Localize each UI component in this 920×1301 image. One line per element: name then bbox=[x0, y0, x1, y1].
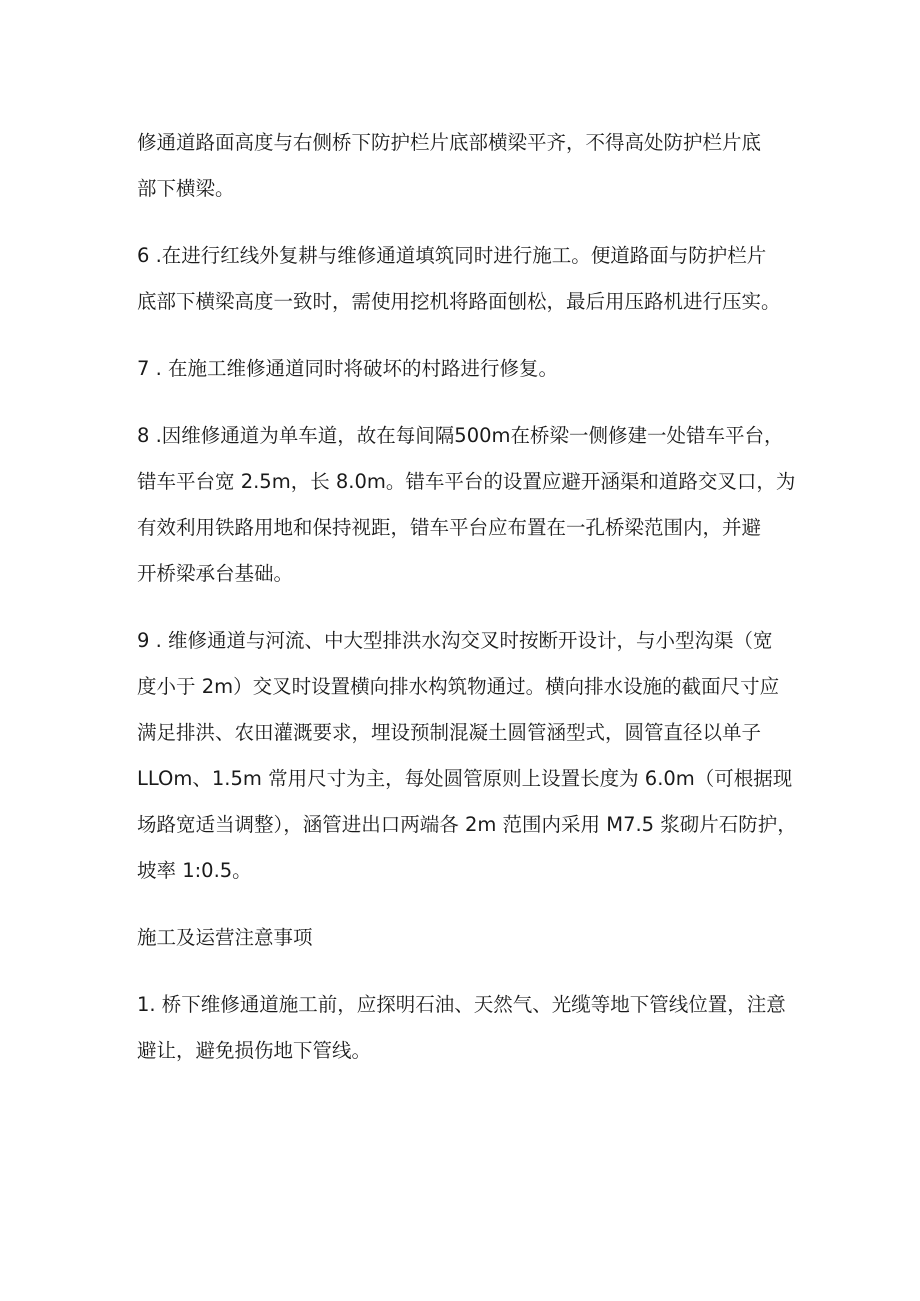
text-line: 9 . 维修通道与河流、中大型排洪水沟交叉时按断开设计，与小型沟渠（宽 bbox=[137, 629, 773, 652]
paragraph-item-9 bbox=[137, 618, 797, 894]
text-line: 开桥梁承台基础。 bbox=[137, 562, 294, 585]
text-line: 避让，避免损伤地下管线。 bbox=[137, 1039, 372, 1062]
text-line: 坡率 1:0.5。 bbox=[137, 859, 252, 882]
document-body bbox=[137, 120, 797, 1074]
heading-text: 施工及运营注意事项 bbox=[137, 926, 313, 949]
paragraph-1 bbox=[137, 120, 797, 212]
paragraph-item-8 bbox=[137, 413, 797, 597]
paragraph-item-7 bbox=[137, 346, 797, 392]
text-line: 度小于 2m）交叉时设置横向排水构筑物通过。横向排水设施的截面尺寸应 bbox=[137, 675, 780, 698]
paragraph-item-6 bbox=[137, 233, 797, 325]
text-line: 7 . 在施工维修通道同时将破坏的村路进行修复。 bbox=[137, 357, 559, 380]
text-line: 有效利用铁路用地和保持视距，错车平台应布置在一孔桥梁范围内，并避 bbox=[137, 516, 762, 539]
text-line: 底部下横梁高度一致时，需使用挖机将路面刨松，最后用压路机进行压实。 bbox=[137, 290, 781, 313]
text-line: 部下横梁。 bbox=[137, 177, 235, 200]
text-line: 8 .因维修通道为单车道，故在每间隔500m在桥梁一侧修建一处错车平台， bbox=[137, 424, 784, 447]
text-line: 6 .在进行红线外复耕与维修通道填筑同时进行施工。便道路面与防护栏片 bbox=[137, 244, 767, 267]
section-heading bbox=[137, 915, 797, 961]
text-line: 满足排洪、农田灌溉要求，埋设预制混凝土圆管涵型式，圆管直径以单子 bbox=[137, 721, 762, 744]
text-line: 场路宽适当调整），涵管进出口两端各 2m 范围内采用 M7.5 浆砌片石防护， bbox=[137, 813, 797, 836]
text-line: 错车平台宽 2.5m，长 8.0m。错车平台的设置应避开涵渠和道路交叉口，为 bbox=[137, 470, 796, 493]
text-line: LLOm、1.5m 常用尺寸为主，每处圆管原则上设置长度为 6.0m（可根据现 bbox=[137, 767, 793, 790]
text-line: 1. 桥下维修通道施工前，应探明石油、天然气、光缆等地下管线位置，注意 bbox=[137, 993, 786, 1016]
paragraph-note-1 bbox=[137, 982, 797, 1074]
text-line: 修通道路面高度与右侧桥下防护栏片底部横梁平齐，不得高处防护栏片底 bbox=[137, 131, 762, 154]
